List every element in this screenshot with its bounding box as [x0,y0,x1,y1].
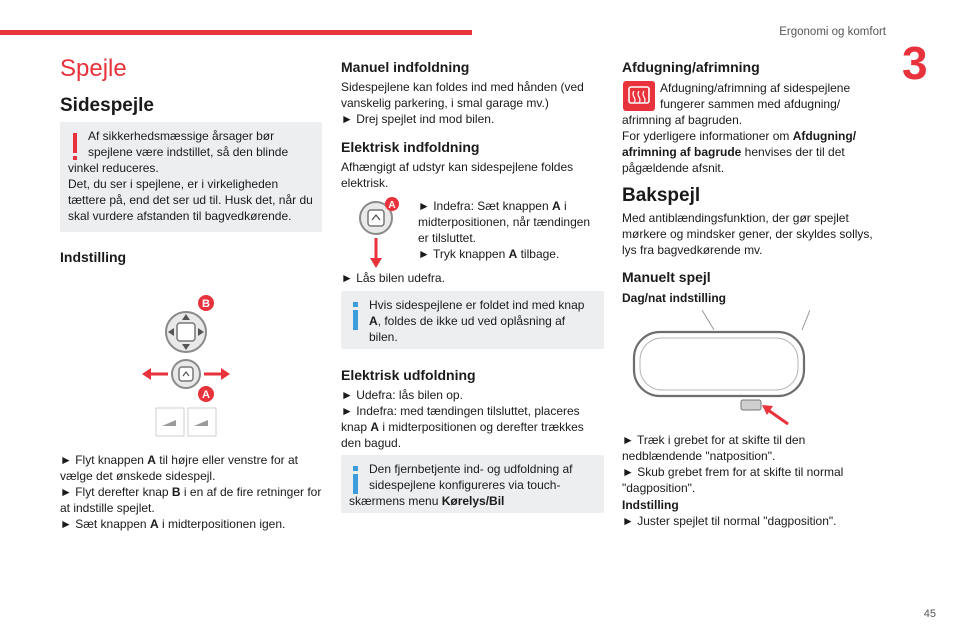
info1-line1: Hvis sidespejlene er foldet ind med knap [369,298,585,312]
manuel-text: Sidespejlene kan foldes ind med hånden (ved vanskelig parkering, i smal garage mv.) [341,80,584,110]
warning-text-line1: Af sikkerhedsmæssige årsager bør [88,129,275,143]
page-number: 45 [923,608,936,620]
indfold-step-1: ► Indefra: Sæt knappen A i midterpositionen, når tændingen er tilsluttet. [418,199,591,245]
instruction-step-3: ► Sæt knappen A i midterpositionen igen. [60,517,286,531]
manuel-step: ► Drej spejlet ind mod bilen. [341,112,495,126]
chapter-number: 3 [902,37,928,89]
warning-text-rest: vinkel reduceres. Det, du ser i spejlene, er i virkeligheden tættere på, end det ser ud til. Husk det, når du skal vurdere afstanden til bagvedkørende. [68,161,313,223]
afdugning-line1: Afdugning/afrimning af sidespejlene [660,81,851,95]
heading-elektrisk-indfoldning: Elektrisk indfoldning [341,139,480,155]
laas-step: ► Lås bilen udefra. [341,271,445,285]
afdugning-more: For yderligere informationer om Afdugning/ afrimning af bagrude henvises der til det pågældende afsnit. [622,129,857,175]
info2-line1: Den fjernbetjente ind- og udfoldning af [369,462,573,476]
heading-afdugning: Afdugning/afrimning [622,59,760,75]
heading-dag-nat: Dag/nat indstilling [622,291,726,305]
instruction-step-1: ► Flyt knappen A til højre eller venstre for at vælge det ønskede sidespejl. [60,453,298,483]
fold-button-figure [350,194,406,274]
indfold-step-2: ► Tryk knappen A tilbage. [418,247,560,261]
heading-manuelt-spejl: Manuelt spejl [622,269,711,285]
mirror-control-figure [138,290,238,440]
afdugning-line3: afrimning af bagruden. [622,113,743,127]
instruction-step-2: ► Flyt derefter knap B i en af de fire retninger for at indstille spejlet. [60,485,322,515]
defrost-icon [622,80,656,112]
figure-label-a2: A [388,200,396,211]
info-icon [349,300,363,332]
heading-manuel-indfoldning: Manuel indfoldning [341,59,470,75]
header-accent-bar [0,30,472,35]
info2-line2: sidespejlene konfigureres via touch- [369,478,561,492]
afdugning-line2: fungerer sammen med afdugning/ [660,97,841,111]
warning-text-line2: spejlene være indstillet, så den blinde [88,145,289,159]
dagnat-step-1: ► Træk i grebet for at skifte til den nedblændende "natposition". [622,433,806,463]
bakspejl-text: Med antiblændingsfunktion, der gør spejlet mørkere og mindsker gener, der skyldes sollys, lys fra bagvedkørende mv. [622,211,873,257]
warning-box [60,122,322,232]
info2-line3: skærmens menu Kørelys/Bil [349,494,505,508]
figure-label-a: A [202,389,210,401]
elektrisk-ind-text: Afhængigt af udstyr kan sidespejlene foldes elektrisk. [341,160,574,190]
heading-indstilling-2: Indstilling [622,498,679,512]
info-box-2 [341,455,604,513]
udfold-step-2: ► Indefra: med tændingen tilsluttet, placeres knap A i midterpositionen og derefter trækkes den bagud. [341,404,584,450]
dagnat-step-3: ► Juster spejlet til normal "dagposition". [622,514,837,528]
dagnat-step-2: ► Skub grebet frem for at skifte til normal "dagposition". [622,465,844,495]
info-box-1 [341,291,604,349]
heading-sidespejle: Sidespejle [60,95,154,116]
rear-mirror-figure [630,306,810,430]
heading-bakspejl: Bakspejl [622,185,701,206]
running-header: Ergonomi og komfort [779,26,886,38]
heading-elektrisk-udfoldning: Elektrisk udfoldning [341,367,476,383]
info1-line2: A, foldes de ikke ud ved oplåsning af bilen. [369,314,566,344]
chapter-title: Spejle [60,55,127,82]
udfold-step-1: ► Udefra: lås bilen op. [341,388,463,402]
info-icon [349,464,363,496]
warning-icon [68,131,82,163]
heading-indstilling: Indstilling [60,249,127,265]
figure-label-b: B [202,298,210,310]
